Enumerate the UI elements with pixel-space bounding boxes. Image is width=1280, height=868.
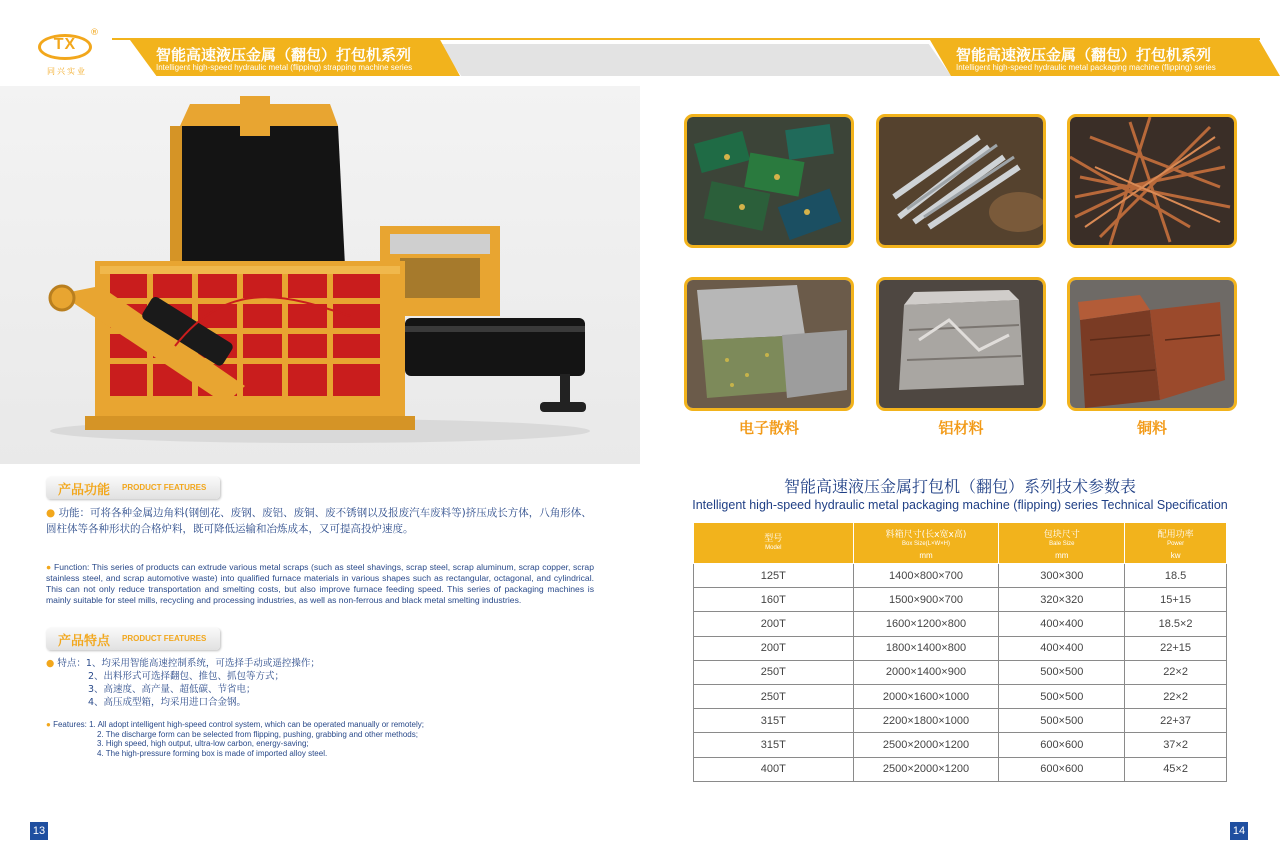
spec-title-cn: 智能高速液压金属打包机（翻包）系列技术参数表: [783, 477, 1136, 496]
table-row: [694, 588, 1227, 612]
left-header-title: 智能高速液压金属（翻包）打包机系列: [156, 46, 412, 64]
header-grey-band: [439, 44, 951, 76]
cell-power: 18.5×2: [1125, 612, 1227, 636]
cell-power: 22×2: [1125, 684, 1227, 708]
cell-bale-size: 600×600: [999, 733, 1125, 757]
right-header-subtitle: Intelligent high-speed hydraulic metal packaging machine (flipping) series: [956, 63, 1216, 72]
spec-table-header-row: [694, 523, 1227, 564]
feature-cn-4: 4、高压成型箱，均采用进口合金钢。: [88, 697, 247, 708]
bullet-icon: ●: [46, 658, 55, 669]
logo-text: TX: [53, 36, 77, 53]
spec-table: [693, 522, 1227, 782]
cell-bale-size: 400×400: [999, 612, 1125, 636]
logo-subtitle: 同兴实业: [47, 67, 87, 76]
header-power: 配用功率 Power kw: [1125, 523, 1227, 564]
cell-bale-size: 500×500: [999, 709, 1125, 733]
bullet-icon: ●: [46, 562, 52, 572]
product-function-title-en: PRODUCT FEATURES: [122, 483, 207, 492]
left-header-subtitle: Intelligent high-speed hydraulic metal (flipping) strapping machine series: [156, 63, 413, 72]
cell-model: 250T: [694, 660, 854, 684]
page-number-left: 13: [30, 822, 48, 840]
cell-power: 15+15: [1125, 588, 1227, 612]
product-characteristics-title-en: PRODUCT FEATURES: [122, 634, 207, 643]
caption-copper: 铜料: [1136, 419, 1167, 437]
photo-copper-scrap: [1067, 114, 1237, 248]
function-text-cn-body: 功能：可将各种金属边角料(钢刨花、废钢、废铝、废铜、废不锈钢以及报废汽车废料等)挤压成长方体，八角形体、圆柱体等各种形状的合格炉料，既可降低运输和冶炼成本，又可提高投炉速度。: [46, 507, 592, 535]
table-row: [694, 757, 1227, 781]
header-box-size: 料箱尺寸(长x宽x高) Box Size(L×W×H) mm: [853, 523, 999, 564]
caption-aluminum: 铝材料: [938, 419, 984, 437]
header-rule: [112, 38, 1260, 40]
caption-electronic-scrap: 电子散料: [738, 419, 799, 437]
photo-electronic-bale: [684, 277, 854, 411]
features-list-cn: [46, 657, 594, 709]
cell-power: 18.5: [1125, 564, 1227, 588]
right-header-title: 智能高速液压金属（翻包）打包机系列: [956, 46, 1212, 64]
cell-power: 22×2: [1125, 660, 1227, 684]
feature-cn-1: ● 特点：1、均采用智能高速控制系统，可选择手动或遥控操作；: [46, 658, 320, 669]
function-text-en-body: Function: This series of products can extrude various metal scraps (such as steel shavings, scrap steel, scrap aluminum, scrap copper, scrap stainless steel, and scrap automotive waste) into qualified furnace materials in various shapes such as rectangular, octagonal, and cylindrical. This can not only reduce transportation and smelting costs, but also improve furnace feeding speed. This series of packaging machines is mainly suitable for steel mills, recycling and processing industries, as well as non-ferrous and black metal smelting industries.: [46, 562, 594, 605]
company-logo: [34, 28, 104, 80]
cell-box-size: 2500×2000×1200: [853, 757, 999, 781]
cell-bale-size: 400×400: [999, 636, 1125, 660]
cell-box-size: 2000×1600×1000: [853, 684, 999, 708]
product-characteristics-heading: [46, 628, 220, 650]
photo-aluminum-bale: [876, 277, 1046, 411]
product-function-heading: [46, 477, 220, 499]
table-row: [694, 636, 1227, 660]
photo-copper-bale: [1067, 277, 1237, 411]
bullet-icon: ●: [46, 720, 51, 729]
cell-bale-size: 300×300: [999, 564, 1125, 588]
page-number-right: 14: [1230, 822, 1248, 840]
registered-mark: ®: [90, 28, 99, 38]
header-model: 型号 Model: [694, 523, 854, 564]
feature-en-2: 2. The discharge form can be selected from flipping, pushing, grabbing and other methods;: [97, 729, 418, 739]
cell-box-size: 1500×900×700: [853, 588, 999, 612]
photo-circuit-boards: [684, 114, 854, 248]
function-text-cn: [46, 505, 594, 537]
cell-model: 200T: [694, 612, 854, 636]
features-en-lead: Features:: [53, 720, 87, 729]
cell-box-size: 1400×800×700: [853, 564, 999, 588]
features-list-en: [46, 720, 594, 758]
cell-bale-size: 500×500: [999, 684, 1125, 708]
feature-en-4: 4. The high-pressure forming box is made of imported alloy steel.: [97, 748, 328, 758]
feature-cn-2: 2、出料形式可选择翻包、推包、抓包等方式；: [88, 671, 285, 682]
cell-model: 315T: [694, 709, 854, 733]
table-row: [694, 733, 1227, 757]
cell-model: 160T: [694, 588, 854, 612]
product-characteristics-title-cn: 产品特点: [58, 634, 111, 649]
cell-power: 22+37: [1125, 709, 1227, 733]
cell-model: 250T: [694, 684, 854, 708]
product-function-title-cn: 产品功能: [58, 483, 111, 498]
bullet-icon: ●: [46, 507, 56, 519]
table-row: [694, 612, 1227, 636]
feature-en-3: 3. High speed, high output, ultra-low carbon, energy-saving;: [97, 739, 309, 748]
table-row: [694, 709, 1227, 733]
cell-power: 45×2: [1125, 757, 1227, 781]
cell-model: 125T: [694, 564, 854, 588]
cell-bale-size: 500×500: [999, 660, 1125, 684]
cell-box-size: 1800×1400×800: [853, 636, 999, 660]
cell-bale-size: 600×600: [999, 757, 1125, 781]
photo-aluminum-profiles: [876, 114, 1046, 248]
cell-box-size: 1600×1200×800: [853, 612, 999, 636]
function-text-en: [46, 562, 594, 606]
cell-power: 22+15: [1125, 636, 1227, 660]
feature-en-1: ● Features: 1. All adopt intelligent high-speed control system, which can be operated manually or remotely;: [46, 720, 424, 729]
feature-cn-3: 3、高速度、高产量、超低碳、节省电；: [88, 684, 256, 695]
cell-box-size: 2500×2000×1200: [853, 733, 999, 757]
cell-bale-size: 320×320: [999, 588, 1125, 612]
spec-title-en: Intelligent high-speed hydraulic metal packaging machine (flipping) series Technical Specification: [692, 498, 1228, 512]
table-row: [694, 660, 1227, 684]
cell-model: 200T: [694, 636, 854, 660]
baler-machine-photo: [0, 86, 640, 464]
cell-model: 315T: [694, 733, 854, 757]
header-bale-size: 包块尺寸 Bale Size mm: [999, 523, 1125, 564]
cell-box-size: 2000×1400×900: [853, 660, 999, 684]
table-row: [694, 684, 1227, 708]
cell-box-size: 2200×1800×1000: [853, 709, 999, 733]
features-cn-lead: 特点：: [57, 658, 86, 669]
table-row: [694, 564, 1227, 588]
cell-model: 400T: [694, 757, 854, 781]
cell-power: 37×2: [1125, 733, 1227, 757]
